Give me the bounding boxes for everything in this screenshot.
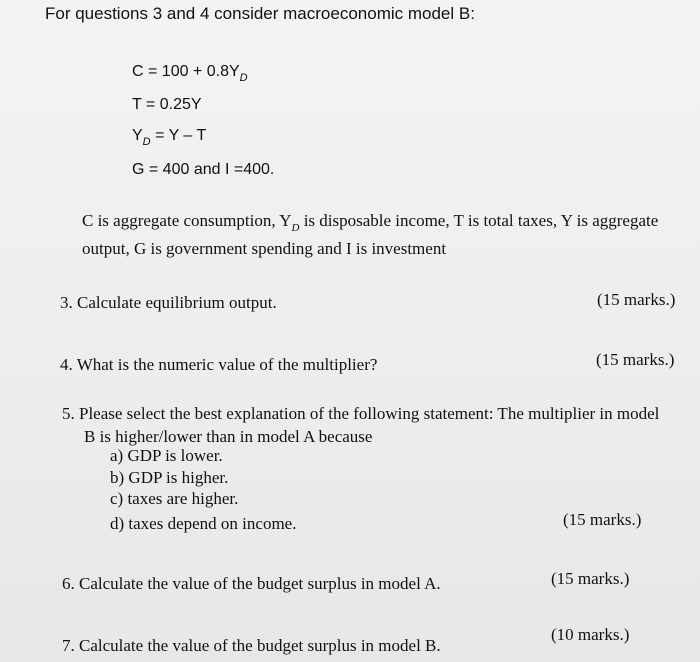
equation-taxes: T = 0.25Y	[132, 96, 202, 113]
question-5-line-1: 5. Please select the best explanation of the following statement: The multiplier in model	[62, 404, 660, 423]
question-6: 6. Calculate the value of the budget surplus in model A.	[62, 574, 441, 593]
question-5-option-a: a) GDP is lower.	[110, 446, 223, 465]
definitions-part1: C is aggregate consumption, Y	[82, 211, 292, 230]
equation-consumption	[132, 62, 248, 83]
question-5-line-2: B is higher/lower than in model A because	[84, 427, 373, 446]
subscript-d: D	[239, 72, 248, 84]
question-4-marks: (15 marks.)	[596, 350, 675, 369]
definitions-part2: is disposable income, T is total taxes, Y is aggregate output, G is government spending and I is investment	[82, 211, 659, 258]
equation-yd-symbol: Y	[132, 127, 143, 144]
question-7: 7. Calculate the value of the budget surplus in model B.	[62, 636, 441, 655]
subscript-d: D	[291, 222, 300, 234]
question-5-option-c: c) taxes are higher.	[110, 489, 239, 508]
equation-disposable-income	[132, 126, 206, 147]
question-7-marks: (10 marks.)	[551, 625, 630, 644]
question-5-option-d: d) taxes depend on income.	[110, 514, 297, 533]
subscript-d: D	[142, 136, 151, 148]
definitions-text	[82, 208, 692, 261]
equation-yd-rhs: = Y – T	[150, 127, 207, 144]
question-3: 3. Calculate equilibrium output.	[60, 293, 277, 312]
question-5-marks: (15 marks.)	[563, 510, 642, 529]
question-6-marks: (15 marks.)	[551, 569, 630, 588]
equation-gov-investment: G = 400 and I =400.	[132, 161, 275, 178]
question-3-marks: (15 marks.)	[597, 290, 676, 309]
question-4: 4. What is the numeric value of the multiplier?	[60, 355, 378, 374]
intro-text: For questions 3 and 4 consider macroeconomic model B:	[45, 4, 475, 23]
equation-consumption-main: C = 100 + 0.8Y	[132, 63, 240, 80]
question-5-option-b: b) GDP is higher.	[110, 468, 229, 487]
